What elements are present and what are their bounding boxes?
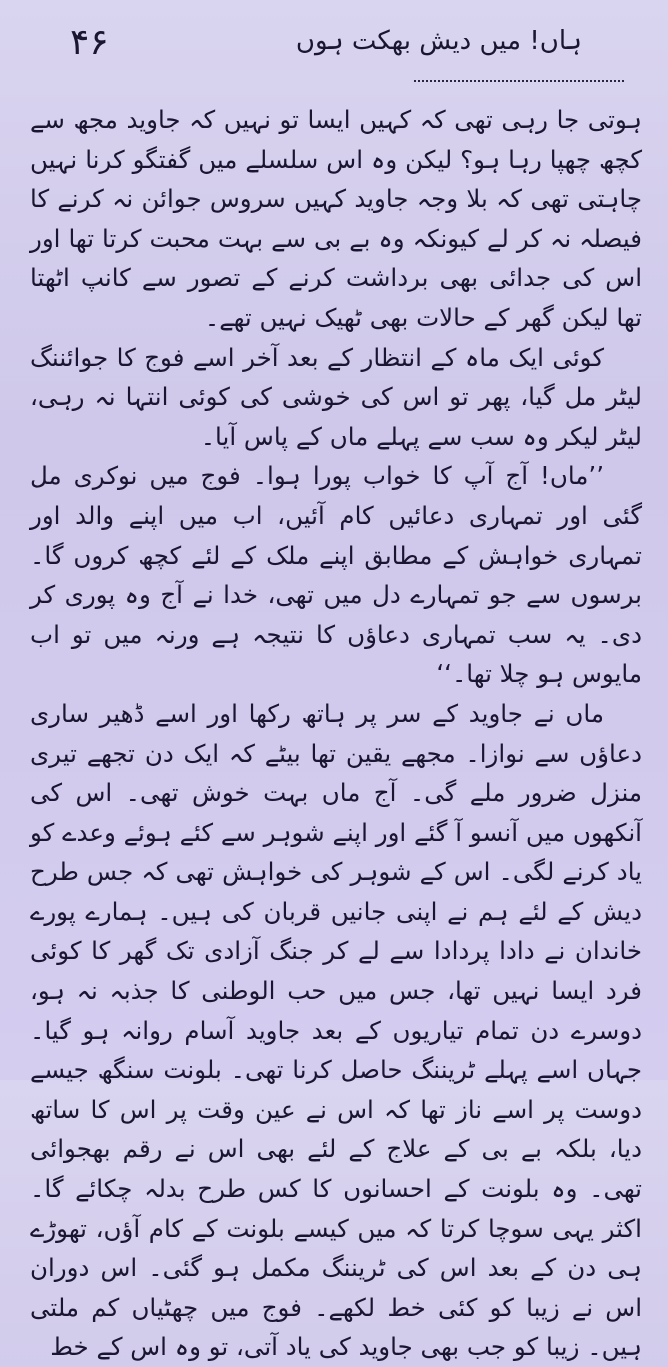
paragraph-1: ہوتی جا رہی تھی کہ کہیں ایسا تو نہیں کہ جاوید مجھ سے کچھ چھپا رہا ہو؟ لیکن وہ اس سلسلے میں گفتگو کرنا نہیں چاہتی تھی کہ بلا وجہ جاوید کہیں سروس جوائن نہ کرنے کا فیصلہ نہ کر لے کیونکہ وہ بے بی سے بہت محبت کرتا تھا اور اس کی جدائی بھی برداشت کرنے کے تصور سے کانپ اٹھتا تھا لیکن گھر کے حالات بھی ٹھیک نہیں تھے۔ bbox=[30, 105, 642, 332]
paragraph-3: ’’ماں! آج آپ کا خواب پورا ہوا۔ فوج میں نوکری مل گئی اور تمہاری دعائیں کام آئیں، اب میں اپنے والد اور تمہاری خواہش کے مطابق اپنے ملک کے لئے کچھ کروں گا۔ برسوں سے جو تمہارے دل میں تھی، خدا نے آج وہ پوری کر دی۔ یہ سب تمہاری دعاؤں کا نتیجہ ہے ورنہ میں تو اب مایوس ہو چلا تھا۔‘‘ bbox=[30, 461, 642, 689]
page-header bbox=[30, 14, 642, 80]
paragraph-2: کوئی ایک ماہ کے انتظار کے بعد آخر اسے فوج کا جوائننگ لیٹر مل گیا، پھر تو اس کی خوشی کی کوئی انتہا نہ رہی، لیٹر لیکر وہ سب سے پہلے ماں کے پاس آیا۔ bbox=[30, 342, 642, 451]
running-title: ہاں! میں دیش بھکت ہوں bbox=[295, 26, 582, 56]
header-dotted-rule bbox=[414, 80, 624, 82]
paragraph-4: ماں نے جاوید کے سر پر ہاتھ رکھا اور اسے ڈھیر ساری دعاؤں سے نوازا۔ مجھے یقین تھا بیٹے کہ ایک دن تجھے تیری منزل ضرور ملے گی۔ آج ماں بہت خوش تھی۔ اس کی آنکھوں میں آنسو آ گئے اور اپنے شوہر سے کئے ہوئے وعدے کو یاد کرنے لگی۔ اس کے شوہر کی خواہش تھی کہ جس طرح دیش کے لئے ہم نے اپنی جانیں قربان کی ہیں۔ ہمارے پورے خاندان نے دادا پردادا سے لے کر جنگ آزادی تک گھر کا کوئی فرد ایسا نہیں تھا، جس میں حب الوطنی کا جذبہ نہ ہو، دوسرے دن تمام تیاریوں کے بعد جاوید آسام روانہ ہو گیا۔ جہاں اسے پہلے ٹریننگ حاصل کرنا تھی۔ بلونت سنگھ جیسے دوست پر اسے ناز تھا کہ اس نے عین وقت پر اس کا ساتھ دیا، بلکہ بے بی کے علاج کے لئے بھی اس نے رقم بھجوائی تھی۔ وہ بلونت کے احسانوں کا کس طرح بدلہ چکائے گا۔ اکثر یہی سوچا کرتا کہ میں کیسے بلونت کے کام آؤں، تھوڑے ہی دن کے بعد اس کی ٹریننگ مکمل ہو گئی۔ اس دوران اس نے زیبا کو کئی خط لکھے۔ فوج میں چھٹیاں کم ملتی ہیں۔ زیبا کو جب بھی جاوید کی یاد آتی، تو وہ اس کے خط bbox=[30, 698, 642, 1362]
page-body bbox=[30, 100, 642, 1367]
page-number: ۴۶ bbox=[70, 22, 109, 63]
